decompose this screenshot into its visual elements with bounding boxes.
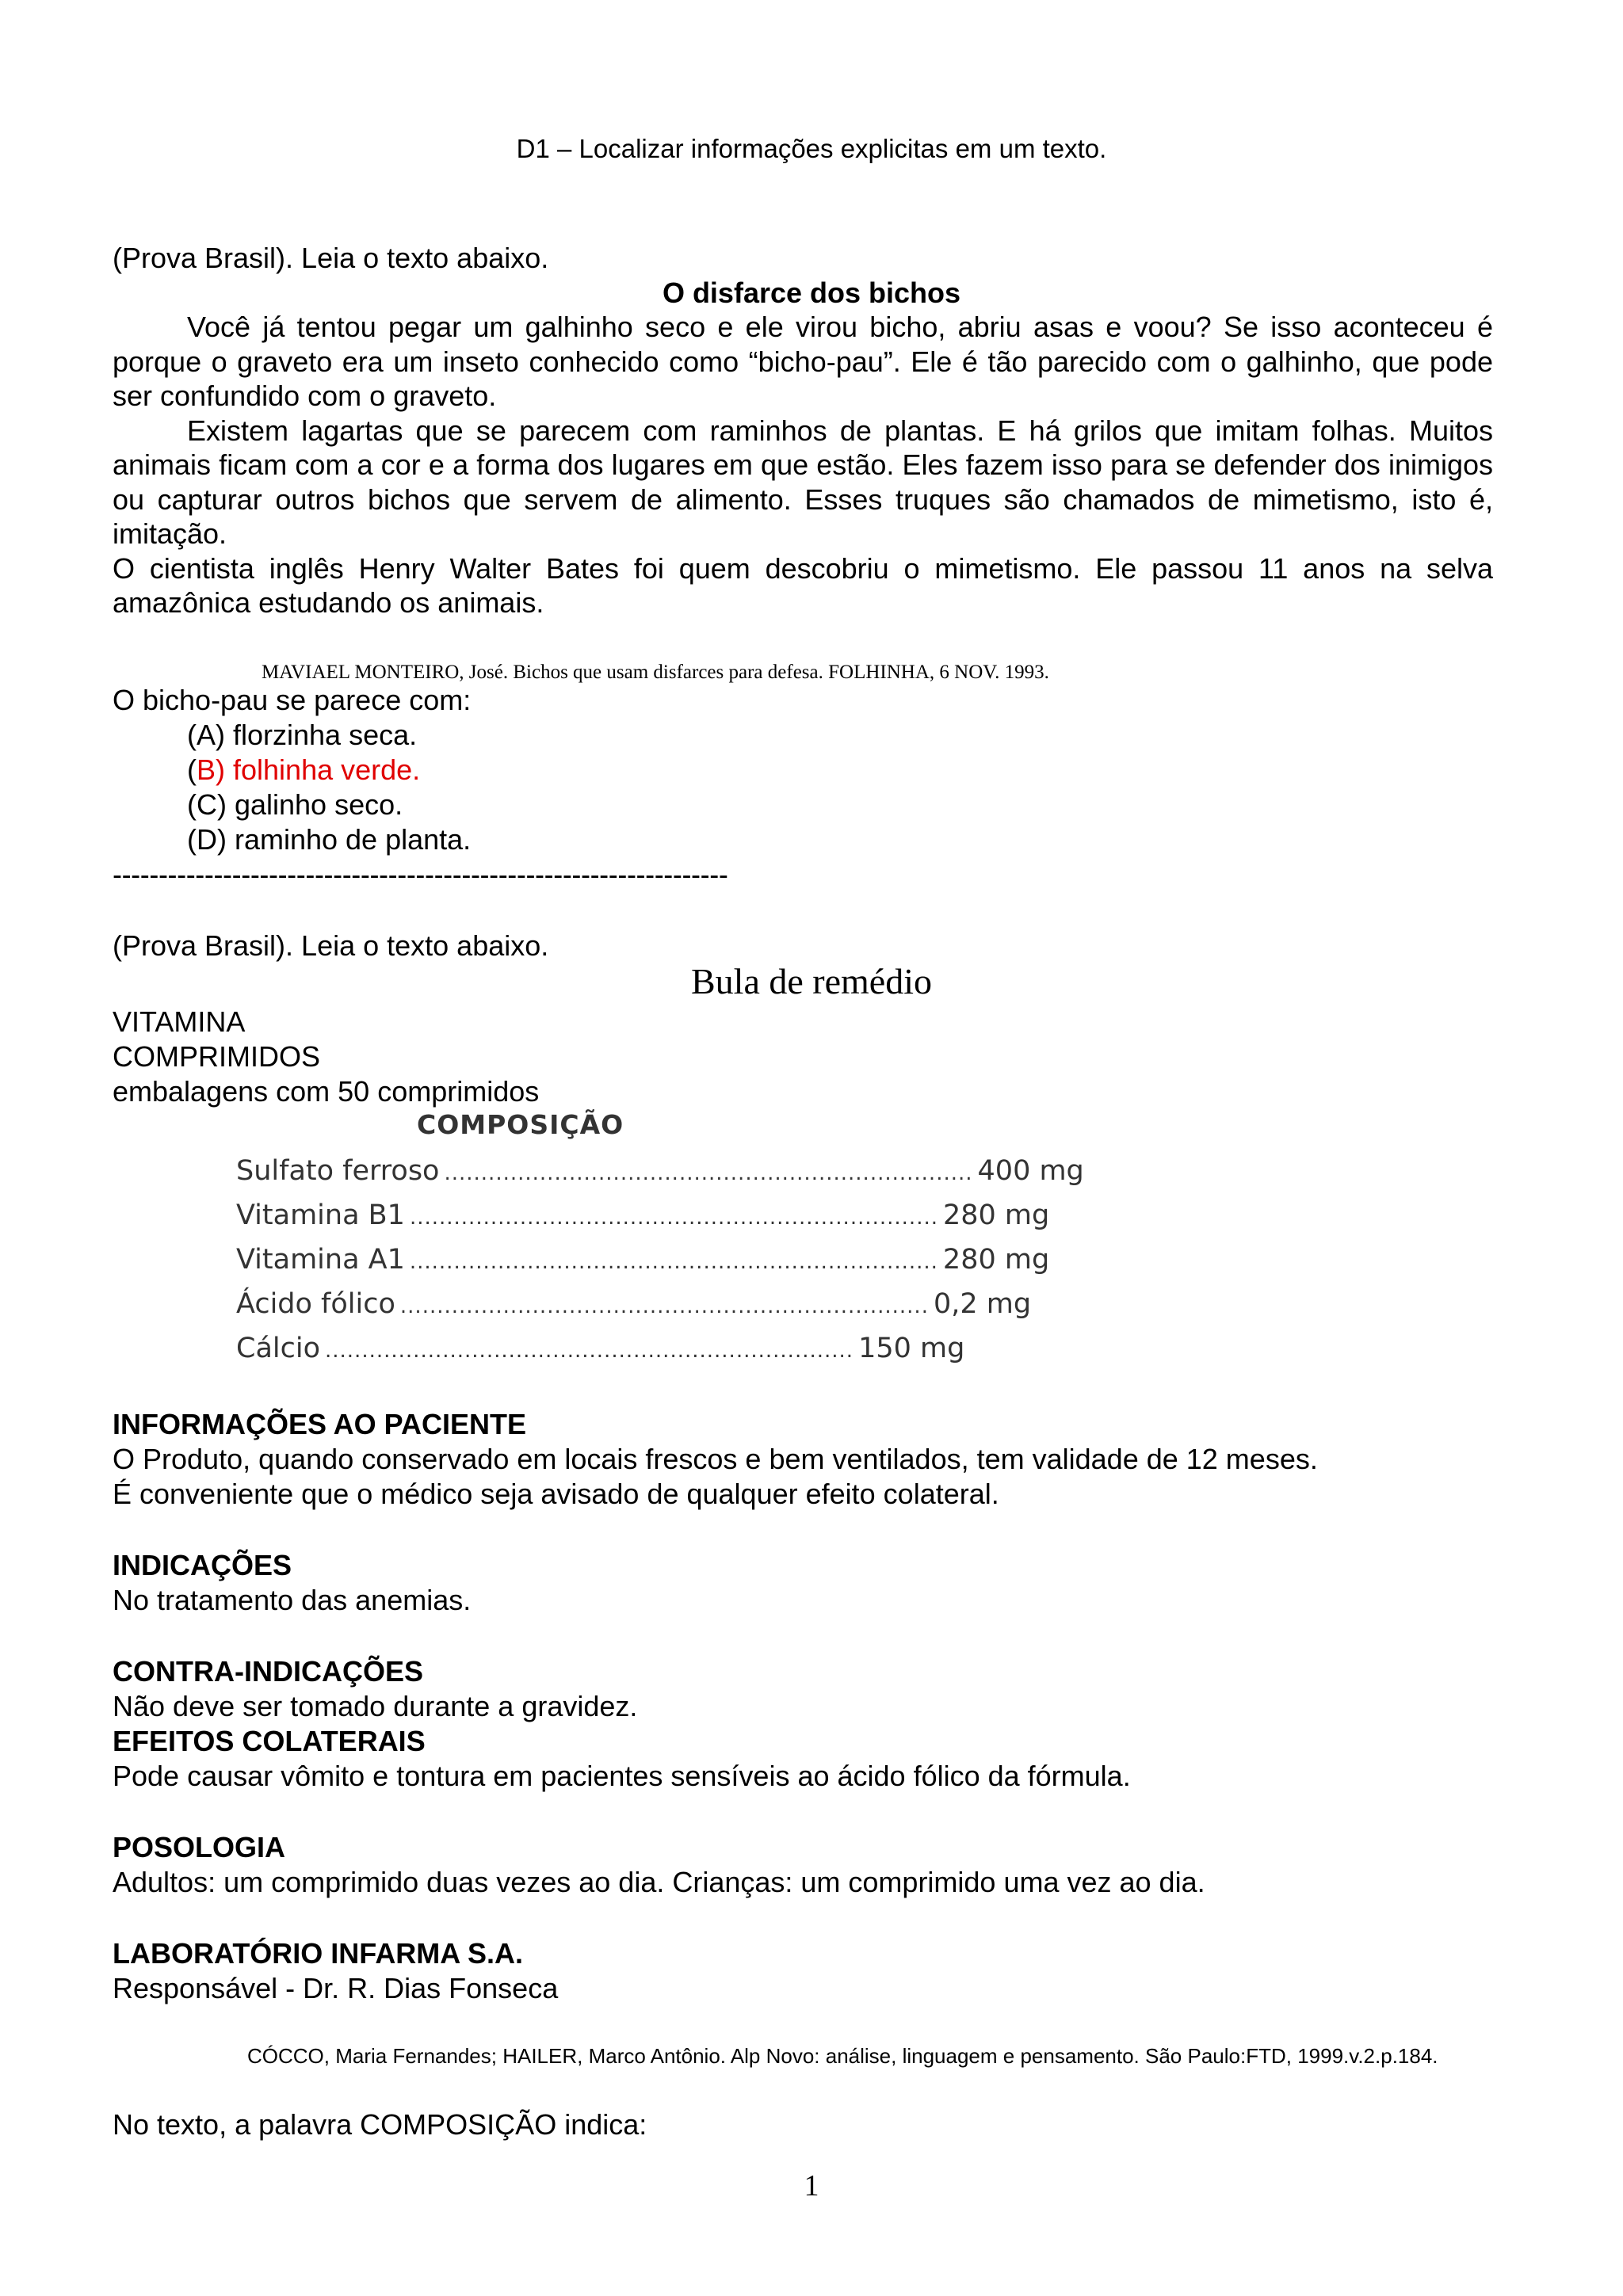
section-heading-contraindications: CONTRA-INDICAÇÕES [113,1655,423,1688]
question2-text-title: Bula de remédio [690,961,932,1001]
composition-item-value: 280 mg [942,1244,1050,1276]
section-heading-indications: INDICAÇÕES [113,1549,292,1581]
composition-dots: ........................................................................ [325,1339,854,1363]
section-line: É conveniente que o médico seja avisado de qualquer efeito colateral. [113,1478,999,1510]
question1-text-title: O disfarce dos bichos [662,277,961,309]
question2-question: No texto, a palavra COMPOSIÇÃO indica: [113,2108,647,2141]
composition-item-name: Vitamina B1 [236,1199,405,1231]
product-line-2: COMPRIMIDOS [113,1040,321,1073]
question1-question: O bicho-pau se parece com: [113,684,472,716]
composition-row [236,1288,1032,1325]
composition-item-name: Vitamina A1 [236,1244,405,1276]
composition-item-value: 150 mg [858,1333,965,1364]
question-separator: ------------------------------------------------------------------- [113,858,728,891]
question1-paragraph-2: Existem lagartas que se parecem com raminhos de plantas. E há grilos que imitam folhas. Muitos animais ficam com a cor e a forma dos lugares em que estão. Eles fazem isso para se defender dos inimigos ou capturar outros bichos que servem de alimento. Esses truques são chamados de mimetismo, isto é, imitação. [113,414,1493,550]
composition-dots: ........................................................................ [409,1206,938,1230]
page-header: D1 – Localizar informações explicitas em um texto. [516,134,1107,163]
question2-citation: CÓCCO, Maria Fernandes; HAILER, Marco Antônio. Alp Novo: análise, linguagem e pensamento. São Paulo:FTD, 1999.v.2.p.184. [247,2044,1438,2068]
product-line-1: VITAMINA [113,1005,246,1038]
question2-intro: (Prova Brasil). Leia o texto abaixo. [113,929,549,962]
section-heading-dosage: POSOLOGIA [113,1831,286,1863]
section-line: No tratamento das anemias. [113,1584,472,1616]
option-b-label: B) folhinha verde. [197,753,421,786]
composition-row [236,1333,965,1369]
option-b-prefix: ( [187,753,197,786]
section-line: Responsável - Dr. R. Dias Fonseca [113,1972,559,2004]
composition-dots: ........................................................................ [409,1250,938,1274]
question1-paragraph-1: Você já tentou pegar um galhinho seco e ele virou bicho, abriu asas e voou? Se isso aconteceu é porque o graveto era um inseto conhecido como “bicho-pau”. Ele é tão parecido com o galhinho, que pode ser confundido com o graveto. [113,311,1493,412]
composition-row [236,1155,1084,1192]
question1-option-c: (C) galinho seco. [187,788,403,821]
section-line: Adultos: um comprimido duas vezes ao dia. Crianças: um comprimido uma vez ao dia. [113,1866,1205,1898]
section-heading-side-effects: EFEITOS COLATERAIS [113,1725,426,1757]
composition-row [236,1244,1050,1280]
composition-item-name: Cálcio [236,1333,320,1364]
composition-item-value: 280 mg [943,1199,1050,1231]
page-number: 1 [804,2169,819,2203]
question1-intro: (Prova Brasil). Leia o texto abaixo. [113,242,549,274]
composition-dots: ........................................................................ [444,1161,973,1185]
question1-text-body [113,310,1493,620]
section-line: Pode causar vômito e tontura em pacientes sensíveis ao ácido fólico da fórmula. [113,1760,1131,1792]
composition-item-name: Ácido fólico [236,1288,395,1320]
section-heading-patient-info: INFORMAÇÕES AO PACIENTE [113,1408,527,1440]
composition-item-value: 0,2 mg [933,1288,1032,1320]
section-heading-laboratory: LABORATÓRIO INFARMA S.A. [113,1937,523,1970]
question1-citation: MAVIAEL MONTEIRO, José. Bichos que usam disfarces para defesa. FOLHINHA, 6 NOV. 1993. [262,662,1049,683]
composition-item-value: 400 mg [977,1155,1084,1187]
question1-option-a: (A) florzinha seca. [187,719,418,751]
section-line: Não deve ser tomado durante a gravidez. [113,1690,638,1722]
question1-option-d: (D) raminho de planta. [187,823,472,856]
product-line-3: embalagens com 50 comprimidos [113,1075,540,1108]
composition-row [236,1199,1050,1236]
composition-dots: ........................................................................ [399,1295,929,1318]
composition-item-name: Sulfato ferroso [236,1155,440,1187]
composition-title: COMPOSIÇÃO [417,1109,624,1140]
question1-option-b [187,753,420,788]
question1-paragraph-3: O cientista inglês Henry Walter Bates foi quem descobriu o mimetismo. Ele passou 11 anos na selva amazônica estudando os animais. [113,551,1493,619]
section-line: O Produto, quando conservado em locais frescos e bem ventilados, tem validade de 12 meses. [113,1443,1318,1475]
